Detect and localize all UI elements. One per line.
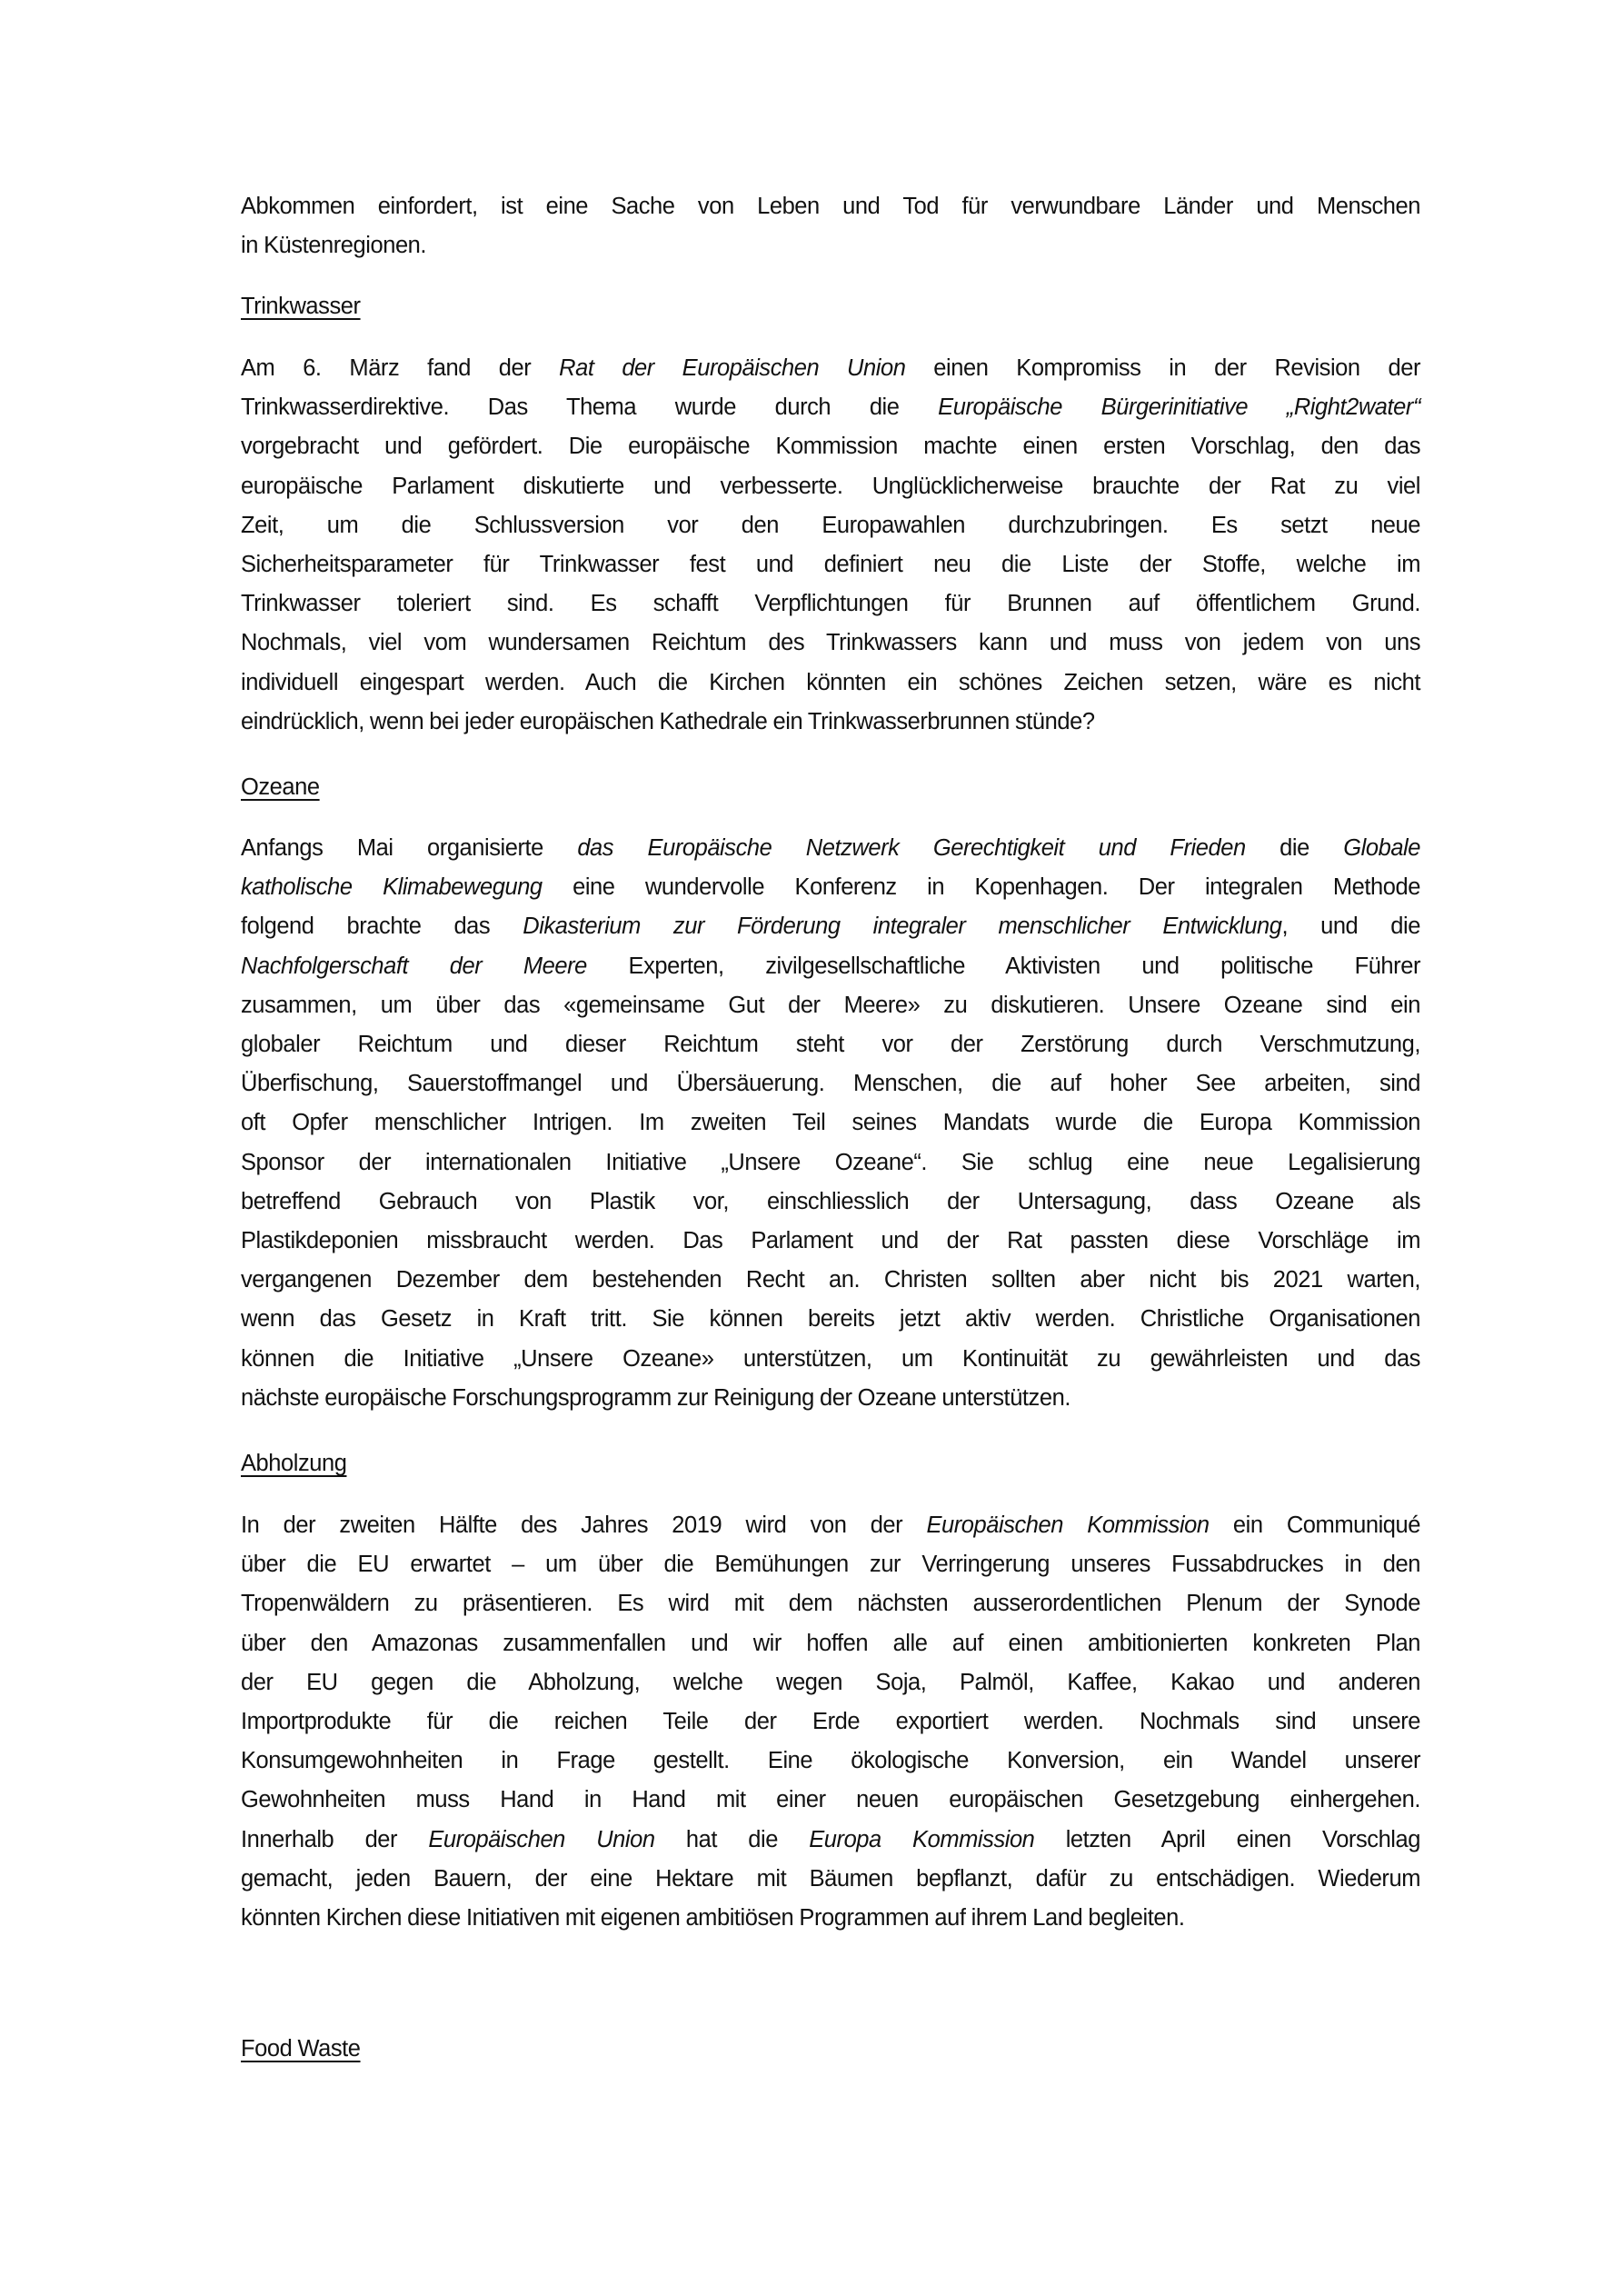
intro-paragraph [241, 187, 1420, 265]
section-paragraph-ozeane [241, 829, 1420, 1418]
text-run: Tropenwäldern zu präsentieren. Es wird mit dem nächsten ausserordentlichen Plenum der Synode [241, 1591, 1420, 1617]
italic-text: Europäische Bürgerinitiative „Right2water“ [938, 394, 1420, 421]
text-line [241, 1300, 1420, 1339]
text-run: zusammen, um über das «gemeinsame Gut der Meere» zu diskutieren. Unsere Ozeane sind ein [241, 992, 1420, 1018]
text-run: Importprodukte für die reichen Teile der Erde exportiert werden. Nochmals sind unsere [241, 1709, 1420, 1735]
text-run: Konsumgewohnheiten in Frage gestellt. Eine ökologische Konversion, ein Wandel unserer [241, 1748, 1420, 1774]
text-run: einen Kompromiss in der Revision der [905, 355, 1420, 381]
text-run: wenn das Gesetz in Kraft tritt. Sie können bereits jetzt aktiv werden. Christliche Organisationen [241, 1306, 1420, 1333]
text-line: Abkommen einfordert, ist eine Sache von Leben und Tod für verwundbare Länder und Menschen [241, 194, 1420, 219]
text-run: oft Opfer menschlicher Intrigen. Im zweiten Teil seines Mandats wurde die Europa Kommission [241, 1110, 1420, 1136]
text-run: vergangenen Dezember dem bestehenden Recht an. Christen sollten aber nicht bis 2021 warten, [241, 1267, 1420, 1293]
italic-text: das Europäische Netzwerk Gerechtigkeit und Frieden [577, 835, 1246, 861]
text-line [241, 947, 1420, 986]
text-run: europäische Parlament diskutierte und verbesserte. Unglücklicherweise brauchte der Rat zu viel [241, 473, 1420, 499]
text-line [241, 1143, 1420, 1183]
text-line [241, 986, 1420, 1025]
italic-text: Globale [1343, 835, 1421, 861]
section-heading-food-waste: Food Waste [241, 2036, 361, 2061]
text-run: Zeit, um die Schlussversion vor den Europawahlen durchzubringen. Es setzt neue [241, 512, 1420, 538]
italic-text: katholische Klimabewegung [241, 874, 543, 901]
text-run: betreffend Gebrauch von Plastik vor, einschliesslich der Untersagung, dass Ozeane als [241, 1188, 1420, 1214]
text-line [241, 349, 1420, 388]
italic-text: Europäischen Union [428, 1826, 655, 1852]
text-line [241, 703, 1420, 742]
text-line [241, 1183, 1420, 1222]
text-line [241, 584, 1420, 624]
text-line [241, 1742, 1420, 1781]
text-run: Gewohnheiten muss Hand in Hand mit einer neuen europäischen Gesetzgebung einhergehen. [241, 1787, 1420, 1813]
text-run: Experten, zivilgesellschaftliche Aktivisten und politische Führer [586, 953, 1420, 979]
section-heading-trinkwasser: Trinkwasser [241, 294, 361, 319]
text-run: In der zweiten Hälfte des Jahres 2019 wird von der [241, 1512, 927, 1538]
text-line [241, 829, 1420, 868]
italic-text: Nachfolgerschaft der Meere [241, 953, 587, 979]
text-line [241, 1545, 1420, 1584]
text-line [241, 868, 1420, 907]
text-run: hat die [654, 1826, 810, 1852]
text-run: Sponsor der internationalen Initiative „Unsere Ozeane“. Sie schlug eine neue Legalisierung [241, 1149, 1420, 1175]
text-line [241, 1261, 1420, 1300]
section-heading-abholzung: Abholzung [241, 1451, 347, 1476]
text-line: in Küstenregionen. [241, 233, 427, 259]
text-line [241, 467, 1420, 506]
text-run: der EU gegen die Abholzung, welche wegen Soja, Palmöl, Kaffee, Kakao und anderen [241, 1669, 1420, 1695]
italic-text: Europa Kommission [809, 1826, 1035, 1852]
text-line [241, 907, 1420, 946]
text-line [241, 388, 1420, 427]
italic-text: Rat der Europäischen Union [559, 355, 906, 381]
text-run: Plastikdeponien missbraucht werden. Das Parlament und der Rat passten diese Vorschläge im [241, 1228, 1420, 1254]
text-line [241, 1899, 1420, 1938]
text-line [241, 664, 1420, 703]
text-line [241, 1781, 1420, 1820]
text-run: Nochmals, viel vom wundersamen Reichtum des Trinkwassers kann und muss von jedem von uns [241, 630, 1420, 656]
italic-text: Europäischen Kommission [926, 1512, 1210, 1538]
text-line [241, 1222, 1420, 1261]
text-run: ein Communiqué [1209, 1512, 1420, 1538]
text-line [241, 1860, 1420, 1899]
text-run: Überfischung, Sauerstoffmangel und Übersäuerung. Menschen, die auf hoher See arbeiten, sind [241, 1071, 1420, 1097]
text-line [241, 427, 1420, 466]
text-run: individuell eingespart werden. Auch die Kirchen könnten ein schönes Zeichen setzen, wäre es nicht [241, 669, 1420, 695]
text-line [241, 1702, 1420, 1742]
text-run: über den Amazonas zusammenfallen und wir hoffen alle auf einen ambitionierten konkreten Plan [241, 1630, 1420, 1656]
text-line [241, 1025, 1420, 1064]
text-line [241, 1064, 1420, 1103]
section-heading-ozeane: Ozeane [241, 774, 320, 800]
text-line [241, 1663, 1420, 1702]
text-run: Sicherheitsparameter für Trinkwasser fest und definiert neu die Liste der Stoffe, welche im [241, 552, 1420, 578]
text-run: nächste europäische Forschungsprogramm zur Reinigung der Ozeane unterstützen. [241, 1384, 1070, 1411]
text-line [241, 1340, 1420, 1379]
text-run: globaler Reichtum und dieser Reichtum steht vor der Zerstörung durch Verschmutzung, [241, 1032, 1420, 1058]
section-paragraph-trinkwasser [241, 349, 1420, 742]
text-line [241, 545, 1420, 584]
text-run: über die EU erwartet – um über die Bemühungen zur Verringerung unseres Fussabdruckes in den [241, 1552, 1420, 1578]
text-run: könnten Kirchen diese Initiativen mit eigenen ambitiösen Programmen auf ihrem Land begleiten. [241, 1905, 1185, 1932]
text-line [241, 1506, 1420, 1545]
italic-text: Dikasterium zur Förderung integraler menschlicher Entwicklung [523, 913, 1282, 940]
text-run: letzten April einen Vorschlag [1034, 1826, 1420, 1852]
text-line [241, 506, 1420, 545]
text-run: , und die [1281, 913, 1420, 940]
text-run: gemacht, jeden Bauern, der eine Hektare mit Bäumen bepflanzt, dafür zu entschädigen. Wiederum [241, 1865, 1420, 1892]
text-line [241, 1103, 1420, 1143]
text-run: die [1245, 835, 1344, 861]
section-paragraph-abholzung [241, 1506, 1420, 1938]
text-line [241, 1821, 1420, 1860]
text-run: eindrücklich, wenn bei jeder europäischen Kathedrale ein Trinkwasserbrunnen stünde? [241, 708, 1095, 734]
text-run: Trinkwasserdirektive. Das Thema wurde durch die [241, 394, 939, 421]
text-run: Am 6. März fand der [241, 355, 560, 381]
text-line [241, 1379, 1420, 1418]
text-run: vorgebracht und gefördert. Die europäische Kommission machte einen ersten Vorschlag, den das [241, 434, 1420, 460]
text-line [241, 624, 1420, 663]
text-run: Trinkwasser toleriert sind. Es schafft Verpflichtungen für Brunnen auf öffentlichem Grund. [241, 591, 1420, 617]
text-run: Innerhalb der [241, 1826, 429, 1852]
text-run: folgend brachte das [241, 913, 523, 940]
text-line [241, 1624, 1420, 1663]
text-run: können die Initiative „Unsere Ozeane» unterstützen, um Kontinuität zu gewährleisten und das [241, 1345, 1420, 1372]
text-run: Anfangs Mai organisierte [241, 835, 578, 861]
text-run: eine wundervolle Konferenz in Kopenhagen. Der integralen Methode [542, 874, 1420, 901]
text-line [241, 1584, 1420, 1623]
